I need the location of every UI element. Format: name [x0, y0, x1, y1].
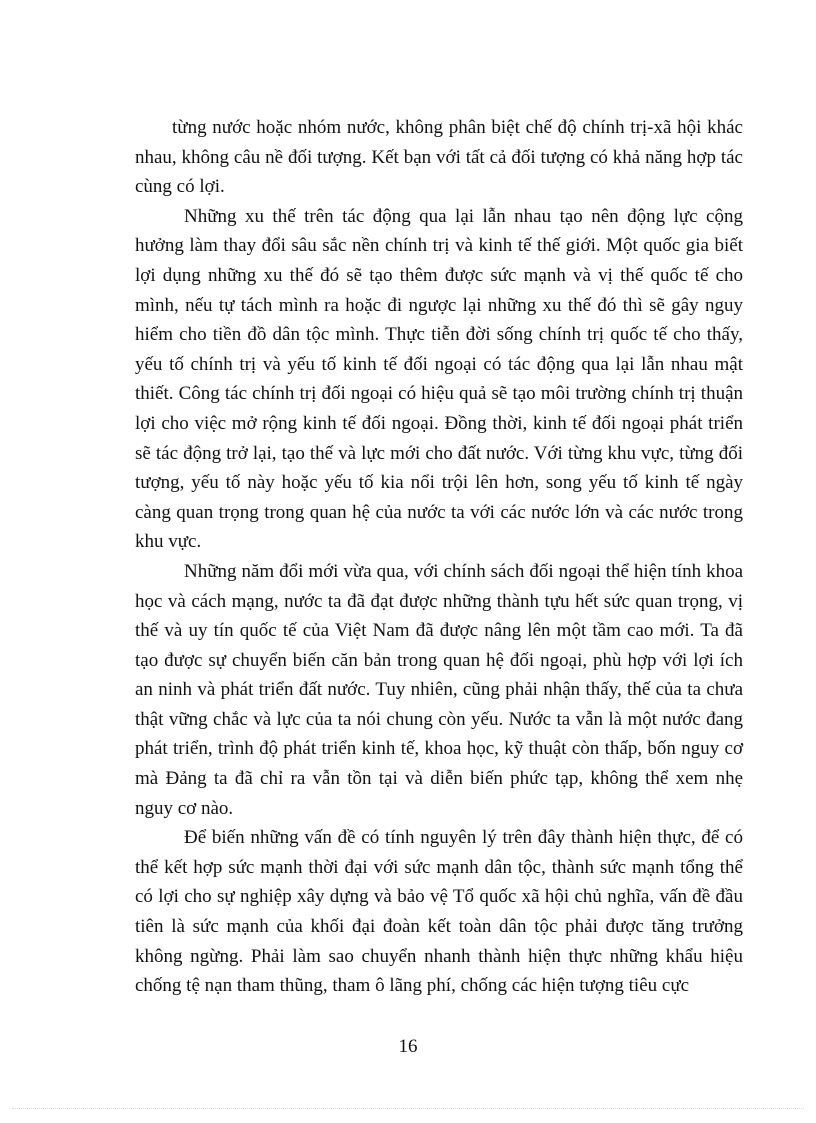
page-number: 16 [398, 1036, 418, 1057]
page-bottom-divider [12, 1108, 804, 1109]
paragraph-4: Để biến những vấn đề có tính nguyên lý trên đây thành hiện thực, để có thể kết hợp sức mạnh thời đại với sức mạnh dân tộc, thành sức mạnh tổng thể có lợi cho sự nghiệp xây dựng và bảo vệ Tổ quốc xã hội chủ nghĩa, vấn đề đầu tiên là sức mạnh của khối đại đoàn kết toàn dân tộc phải được tăng trưởng không ngừng. Phải làm sao chuyển nhanh thành hiện thực những khẩu hiệu chống tệ nạn tham thũng, tham ô lãng phí, chống các hiện tượng tiêu cực [135, 827, 743, 997]
paragraph-1: từng nước hoặc nhóm nước, không phân biệt chế độ chính trị-xã hội khác nhau, không câu nề đối tượng. Kết bạn với tất cả đối tượng có khả năng hợp tác cùng có lợi. [135, 117, 743, 198]
paragraph-3: Những năm đổi mới vừa qua, với chính sách đối ngoại thể hiện tính khoa học và cách mạng, nước ta đã đạt được những thành tựu hết sức quan trọng, vị thế và uy tín quốc tế của Việt Nam đã được nâng lên một tầm cao mới. Ta đã tạo được sự chuyển biến căn bản trong quan hệ đối ngoại, phù hợp với lợi ích an ninh và phát triển đất nước. Tuy nhiên, cũng phải nhận thấy, thế của ta chưa thật vững chắc và lực của ta nói chung còn yếu. Nước ta vẫn là một nước đang phát triển, trình độ phát triển kinh tế, khoa học, kỹ thuật còn thấp, bốn nguy cơ mà Đảng ta đã chỉ ra vẫn tồn tại và diễn biến phức tạp, không thể xem nhẹ nguy cơ nào. [135, 560, 743, 819]
paragraph-2: Những xu thế trên tác động qua lại lẫn nhau tạo nên động lực cộng hưởng làm thay đổi sâu sắc nền chính trị và kinh tế thế giới. Một quốc gia biết lợi dụng những xu thế đó sẽ tạo thêm được sức mạnh và vị thế quốc tế cho mình, nếu tự tách mình ra hoặc đi ngược lại những xu thế đó thì sẽ gây nguy hiểm cho tiền đồ dân tộc mình. Thực tiễn đời sống chính trị quốc tế cho thấy, yếu tố chính trị và yếu tố kinh tế đối ngoại có tác động qua lại lẫn nhau mật thiết. Công tác chính trị đối ngoại có hiệu quả sẽ tạo môi trường chính trị thuận lợi cho việc mở rộng kinh tế đối ngoại. Đồng thời, kinh tế đối ngoại phát triển sẽ tác động trở lại, tạo thế và lực mới cho đất nước. Với từng khu vực, từng đối tượng, yếu tố này hoặc yếu tố kia nổi trội lên hơn, song yếu tố kinh tế ngày càng quan trọng trong quan hệ của nước ta với các nước lớn và các nước trong khu vực. [135, 205, 743, 553]
body-text [135, 113, 743, 1001]
